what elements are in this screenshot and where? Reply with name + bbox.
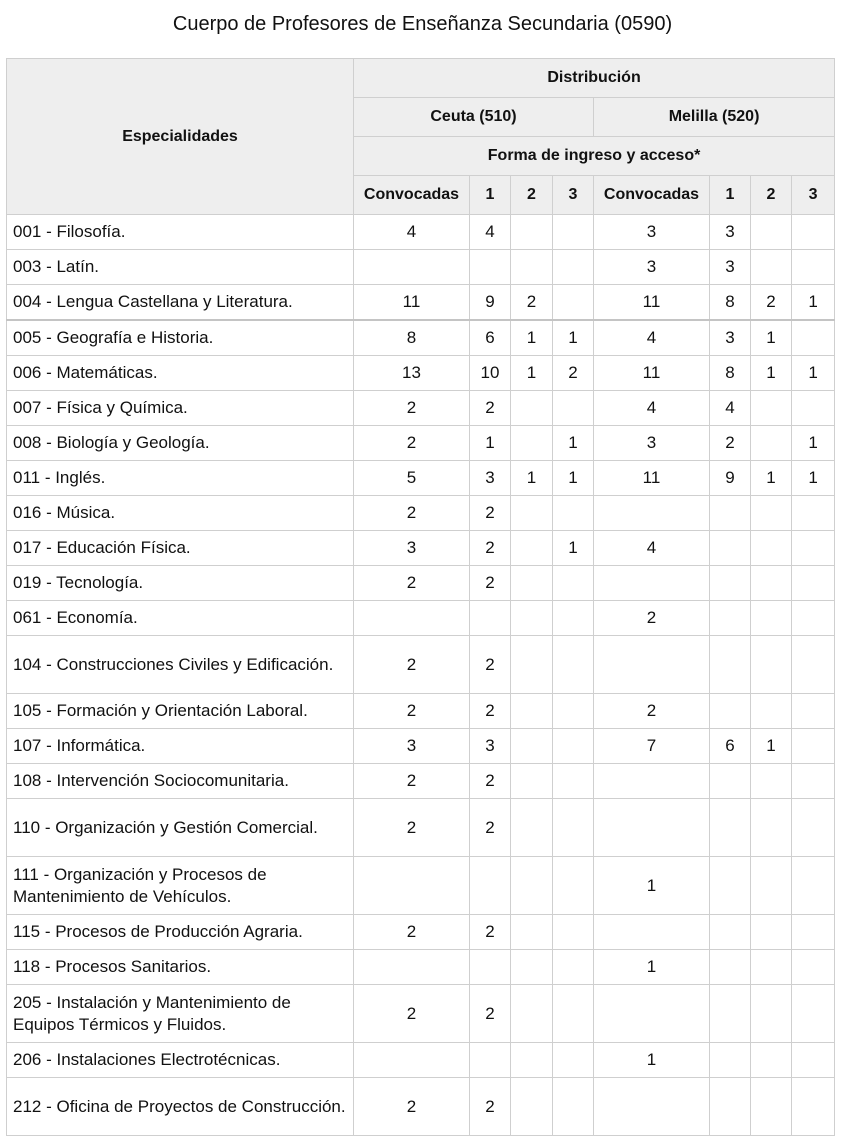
ceuta-convocadas-cell: 2 (354, 764, 470, 799)
melilla-forma-3-cell (792, 729, 835, 764)
ceuta-forma-3-cell (553, 764, 594, 799)
ceuta-convocadas-cell: 2 (354, 391, 470, 426)
melilla-convocadas-cell (594, 636, 710, 694)
ceuta-forma-3-cell (553, 1043, 594, 1078)
melilla-convocadas-cell (594, 915, 710, 950)
especialidad-name: 001 - Filosofía. (7, 215, 354, 250)
melilla-forma-2-cell (751, 985, 792, 1043)
ceuta-forma-3-cell (553, 950, 594, 985)
especialidad-name: 205 - Instalación y Mantenimiento de Equipos Térmicos y Fluidos. (7, 985, 354, 1043)
header-forma-ingreso: Forma de ingreso y acceso* (354, 137, 835, 176)
melilla-convocadas-cell: 4 (594, 320, 710, 356)
ceuta-forma-1-cell: 2 (470, 496, 511, 531)
melilla-forma-3-cell (792, 857, 835, 915)
melilla-forma-1-cell (710, 531, 751, 566)
melilla-forma-3-cell (792, 531, 835, 566)
header-especialidades: Especialidades (7, 59, 354, 215)
table-row (7, 285, 835, 321)
melilla-convocadas-cell: 2 (594, 694, 710, 729)
ceuta-convocadas-cell: 5 (354, 461, 470, 496)
melilla-convocadas-cell: 3 (594, 250, 710, 285)
melilla-forma-1-cell: 9 (710, 461, 751, 496)
melilla-forma-1-cell: 3 (710, 320, 751, 356)
melilla-convocadas-cell: 1 (594, 950, 710, 985)
melilla-forma-2-cell (751, 496, 792, 531)
ceuta-convocadas-cell: 11 (354, 285, 470, 321)
ceuta-convocadas-cell: 2 (354, 1078, 470, 1136)
ceuta-convocadas-cell (354, 601, 470, 636)
melilla-forma-2-cell (751, 531, 792, 566)
table-row (7, 985, 835, 1043)
melilla-forma-1-cell: 6 (710, 729, 751, 764)
ceuta-convocadas-cell: 4 (354, 215, 470, 250)
ceuta-forma-3-cell (553, 1078, 594, 1136)
melilla-forma-1-cell (710, 1078, 751, 1136)
ceuta-convocadas-cell (354, 1043, 470, 1078)
ceuta-forma-2-cell (511, 694, 553, 729)
melilla-forma-3-cell (792, 566, 835, 601)
ceuta-forma-1-cell: 2 (470, 694, 511, 729)
melilla-forma-1-cell (710, 950, 751, 985)
ceuta-forma-1-cell: 2 (470, 799, 511, 857)
ceuta-forma-2-cell (511, 764, 553, 799)
especialidad-name: 003 - Latín. (7, 250, 354, 285)
melilla-convocadas-cell (594, 496, 710, 531)
melilla-forma-2-cell (751, 426, 792, 461)
especialidad-name: 007 - Física y Química. (7, 391, 354, 426)
melilla-forma-2-cell (751, 1043, 792, 1078)
table-row (7, 636, 835, 694)
header-ceuta-convocadas: Convocadas (354, 176, 470, 215)
ceuta-convocadas-cell: 8 (354, 320, 470, 356)
ceuta-forma-1-cell: 9 (470, 285, 511, 321)
header-distribucion: Distribución (354, 59, 835, 98)
melilla-forma-3-cell: 1 (792, 285, 835, 321)
ceuta-convocadas-cell: 2 (354, 636, 470, 694)
melilla-forma-3-cell (792, 764, 835, 799)
ceuta-forma-2-cell (511, 250, 553, 285)
header-melilla-convocadas: Convocadas (594, 176, 710, 215)
melilla-convocadas-cell: 11 (594, 285, 710, 321)
melilla-forma-3-cell (792, 1078, 835, 1136)
melilla-convocadas-cell: 1 (594, 857, 710, 915)
ceuta-forma-3-cell (553, 729, 594, 764)
melilla-forma-1-cell: 8 (710, 356, 751, 391)
melilla-forma-3-cell (792, 950, 835, 985)
melilla-forma-1-cell (710, 915, 751, 950)
melilla-convocadas-cell: 11 (594, 461, 710, 496)
ceuta-forma-2-cell (511, 729, 553, 764)
melilla-forma-3-cell (792, 1043, 835, 1078)
ceuta-convocadas-cell (354, 950, 470, 985)
ceuta-forma-3-cell (553, 391, 594, 426)
especialidad-name: 019 - Tecnología. (7, 566, 354, 601)
melilla-forma-3-cell (792, 250, 835, 285)
especialidad-name: 016 - Música. (7, 496, 354, 531)
table-row (7, 1043, 835, 1078)
ceuta-convocadas-cell: 2 (354, 915, 470, 950)
ceuta-forma-3-cell (553, 857, 594, 915)
ceuta-forma-1-cell: 6 (470, 320, 511, 356)
especialidad-name: 206 - Instalaciones Electrotécnicas. (7, 1043, 354, 1078)
melilla-convocadas-cell (594, 985, 710, 1043)
ceuta-forma-1-cell: 1 (470, 426, 511, 461)
melilla-convocadas-cell: 4 (594, 531, 710, 566)
ceuta-forma-3-cell: 1 (553, 461, 594, 496)
melilla-convocadas-cell: 11 (594, 356, 710, 391)
ceuta-forma-1-cell (470, 601, 511, 636)
especialidad-name: 104 - Construcciones Civiles y Edificación. (7, 636, 354, 694)
ceuta-forma-3-cell (553, 601, 594, 636)
ceuta-forma-1-cell (470, 950, 511, 985)
melilla-forma-1-cell (710, 764, 751, 799)
header-ceuta-3: 3 (553, 176, 594, 215)
ceuta-forma-1-cell: 2 (470, 764, 511, 799)
ceuta-forma-3-cell: 1 (553, 426, 594, 461)
melilla-forma-1-cell (710, 496, 751, 531)
especialidad-name: 118 - Procesos Sanitarios. (7, 950, 354, 985)
ceuta-forma-2-cell (511, 1043, 553, 1078)
melilla-forma-3-cell (792, 694, 835, 729)
melilla-forma-2-cell (751, 215, 792, 250)
melilla-forma-3-cell (792, 601, 835, 636)
melilla-forma-3-cell (792, 215, 835, 250)
table-row (7, 461, 835, 496)
melilla-forma-1-cell (710, 566, 751, 601)
especialidad-name: 212 - Oficina de Proyectos de Construcción. (7, 1078, 354, 1136)
especialidad-name: 111 - Organización y Procesos de Mantenimiento de Vehículos. (7, 857, 354, 915)
melilla-forma-2-cell: 1 (751, 320, 792, 356)
table-row (7, 531, 835, 566)
melilla-forma-1-cell (710, 1043, 751, 1078)
table-row (7, 764, 835, 799)
table-row (7, 601, 835, 636)
ceuta-forma-2-cell (511, 915, 553, 950)
melilla-convocadas-cell (594, 1078, 710, 1136)
ceuta-forma-2-cell (511, 950, 553, 985)
especialidad-name: 110 - Organización y Gestión Comercial. (7, 799, 354, 857)
ceuta-forma-1-cell: 2 (470, 391, 511, 426)
especialidad-name: 105 - Formación y Orientación Laboral. (7, 694, 354, 729)
melilla-forma-2-cell (751, 764, 792, 799)
ceuta-forma-2-cell (511, 601, 553, 636)
table-row (7, 391, 835, 426)
melilla-forma-2-cell (751, 915, 792, 950)
ceuta-forma-1-cell: 2 (470, 915, 511, 950)
melilla-forma-3-cell (792, 496, 835, 531)
melilla-convocadas-cell: 7 (594, 729, 710, 764)
melilla-convocadas-cell: 4 (594, 391, 710, 426)
melilla-forma-2-cell (751, 250, 792, 285)
melilla-convocadas-cell: 1 (594, 1043, 710, 1078)
melilla-forma-2-cell (751, 694, 792, 729)
ceuta-forma-1-cell: 2 (470, 566, 511, 601)
especialidad-name: 008 - Biología y Geología. (7, 426, 354, 461)
page-title: Cuerpo de Profesores de Enseñanza Secundaria (0590) (172, 13, 673, 35)
ceuta-forma-3-cell (553, 636, 594, 694)
especialidad-name: 004 - Lengua Castellana y Literatura. (7, 285, 354, 321)
ceuta-forma-1-cell: 2 (470, 531, 511, 566)
header-melilla: Melilla (520) (594, 98, 835, 137)
melilla-forma-1-cell (710, 799, 751, 857)
header-ceuta-2: 2 (511, 176, 553, 215)
ceuta-forma-3-cell (553, 915, 594, 950)
melilla-forma-1-cell: 2 (710, 426, 751, 461)
ceuta-forma-1-cell: 3 (470, 461, 511, 496)
ceuta-forma-2-cell: 1 (511, 320, 553, 356)
table-row (7, 250, 835, 285)
ceuta-convocadas-cell: 13 (354, 356, 470, 391)
melilla-forma-3-cell (792, 320, 835, 356)
ceuta-convocadas-cell: 2 (354, 566, 470, 601)
especialidad-name: 107 - Informática. (7, 729, 354, 764)
melilla-forma-3-cell (792, 799, 835, 857)
ceuta-forma-3-cell (553, 496, 594, 531)
melilla-convocadas-cell (594, 764, 710, 799)
ceuta-forma-2-cell (511, 799, 553, 857)
melilla-forma-1-cell (710, 694, 751, 729)
ceuta-forma-1-cell: 2 (470, 985, 511, 1043)
melilla-forma-2-cell (751, 391, 792, 426)
ceuta-forma-2-cell (511, 531, 553, 566)
header-ceuta-1: 1 (470, 176, 511, 215)
header-ceuta: Ceuta (510) (354, 98, 594, 137)
ceuta-forma-2-cell (511, 857, 553, 915)
ceuta-convocadas-cell: 3 (354, 531, 470, 566)
ceuta-forma-3-cell (553, 985, 594, 1043)
melilla-forma-3-cell (792, 636, 835, 694)
ceuta-convocadas-cell (354, 250, 470, 285)
table-row (7, 215, 835, 250)
table-row (7, 426, 835, 461)
melilla-forma-2-cell: 1 (751, 356, 792, 391)
melilla-forma-1-cell (710, 985, 751, 1043)
melilla-forma-1-cell (710, 601, 751, 636)
melilla-convocadas-cell (594, 566, 710, 601)
melilla-forma-2-cell (751, 857, 792, 915)
especialidad-name: 061 - Economía. (7, 601, 354, 636)
ceuta-forma-1-cell: 2 (470, 636, 511, 694)
especialidad-name: 006 - Matemáticas. (7, 356, 354, 391)
melilla-forma-3-cell (792, 985, 835, 1043)
ceuta-forma-1-cell: 10 (470, 356, 511, 391)
table-row (7, 320, 835, 356)
ceuta-forma-1-cell: 2 (470, 1078, 511, 1136)
ceuta-forma-3-cell (553, 566, 594, 601)
melilla-convocadas-cell: 3 (594, 215, 710, 250)
especialidad-name: 011 - Inglés. (7, 461, 354, 496)
ceuta-forma-2-cell (511, 391, 553, 426)
ceuta-forma-3-cell (553, 694, 594, 729)
ceuta-forma-1-cell: 3 (470, 729, 511, 764)
ceuta-forma-3-cell (553, 250, 594, 285)
table-header (7, 59, 835, 215)
melilla-forma-2-cell: 2 (751, 285, 792, 321)
ceuta-forma-2-cell (511, 1078, 553, 1136)
melilla-convocadas-cell: 2 (594, 601, 710, 636)
table-row (7, 729, 835, 764)
melilla-forma-1-cell: 8 (710, 285, 751, 321)
melilla-forma-1-cell: 3 (710, 215, 751, 250)
ceuta-convocadas-cell: 2 (354, 426, 470, 461)
ceuta-convocadas-cell: 2 (354, 985, 470, 1043)
ceuta-forma-1-cell (470, 857, 511, 915)
header-melilla-3: 3 (792, 176, 835, 215)
melilla-forma-2-cell (751, 566, 792, 601)
melilla-forma-3-cell (792, 915, 835, 950)
especialidad-name: 005 - Geografía e Historia. (7, 320, 354, 356)
melilla-convocadas-cell: 3 (594, 426, 710, 461)
melilla-forma-2-cell (751, 950, 792, 985)
melilla-forma-3-cell: 1 (792, 461, 835, 496)
table-row (7, 915, 835, 950)
ceuta-forma-2-cell (511, 985, 553, 1043)
ceuta-forma-3-cell (553, 215, 594, 250)
distribution-table (6, 58, 835, 1136)
especialidad-name: 115 - Procesos de Producción Agraria. (7, 915, 354, 950)
melilla-forma-3-cell: 1 (792, 426, 835, 461)
melilla-forma-2-cell: 1 (751, 729, 792, 764)
table-row (7, 799, 835, 857)
melilla-forma-2-cell (751, 636, 792, 694)
ceuta-forma-1-cell (470, 250, 511, 285)
ceuta-convocadas-cell: 2 (354, 694, 470, 729)
table-row (7, 857, 835, 915)
header-melilla-1: 1 (710, 176, 751, 215)
especialidad-name: 017 - Educación Física. (7, 531, 354, 566)
ceuta-forma-2-cell (511, 496, 553, 531)
ceuta-convocadas-cell: 2 (354, 496, 470, 531)
ceuta-forma-2-cell (511, 636, 553, 694)
ceuta-forma-3-cell (553, 285, 594, 321)
ceuta-forma-2-cell: 1 (511, 461, 553, 496)
melilla-forma-3-cell: 1 (792, 356, 835, 391)
ceuta-forma-2-cell: 1 (511, 356, 553, 391)
melilla-forma-1-cell: 4 (710, 391, 751, 426)
melilla-convocadas-cell (594, 799, 710, 857)
ceuta-forma-2-cell (511, 215, 553, 250)
table-row (7, 566, 835, 601)
melilla-forma-2-cell: 1 (751, 461, 792, 496)
ceuta-forma-1-cell (470, 1043, 511, 1078)
melilla-forma-1-cell: 3 (710, 250, 751, 285)
table-body (7, 215, 835, 1136)
ceuta-forma-3-cell: 1 (553, 531, 594, 566)
ceuta-convocadas-cell: 3 (354, 729, 470, 764)
table-row (7, 694, 835, 729)
melilla-forma-2-cell (751, 799, 792, 857)
melilla-forma-2-cell (751, 601, 792, 636)
ceuta-forma-1-cell: 4 (470, 215, 511, 250)
table-row (7, 356, 835, 391)
table-row (7, 950, 835, 985)
ceuta-forma-3-cell (553, 799, 594, 857)
ceuta-forma-2-cell (511, 566, 553, 601)
ceuta-forma-2-cell: 2 (511, 285, 553, 321)
table-row (7, 1078, 835, 1136)
header-melilla-2: 2 (751, 176, 792, 215)
melilla-forma-2-cell (751, 1078, 792, 1136)
melilla-forma-3-cell (792, 391, 835, 426)
ceuta-convocadas-cell (354, 857, 470, 915)
table-row (7, 496, 835, 531)
ceuta-forma-3-cell: 2 (553, 356, 594, 391)
especialidad-name: 108 - Intervención Sociocomunitaria. (7, 764, 354, 799)
melilla-forma-1-cell (710, 857, 751, 915)
ceuta-forma-2-cell (511, 426, 553, 461)
ceuta-forma-3-cell: 1 (553, 320, 594, 356)
melilla-forma-1-cell (710, 636, 751, 694)
ceuta-convocadas-cell: 2 (354, 799, 470, 857)
